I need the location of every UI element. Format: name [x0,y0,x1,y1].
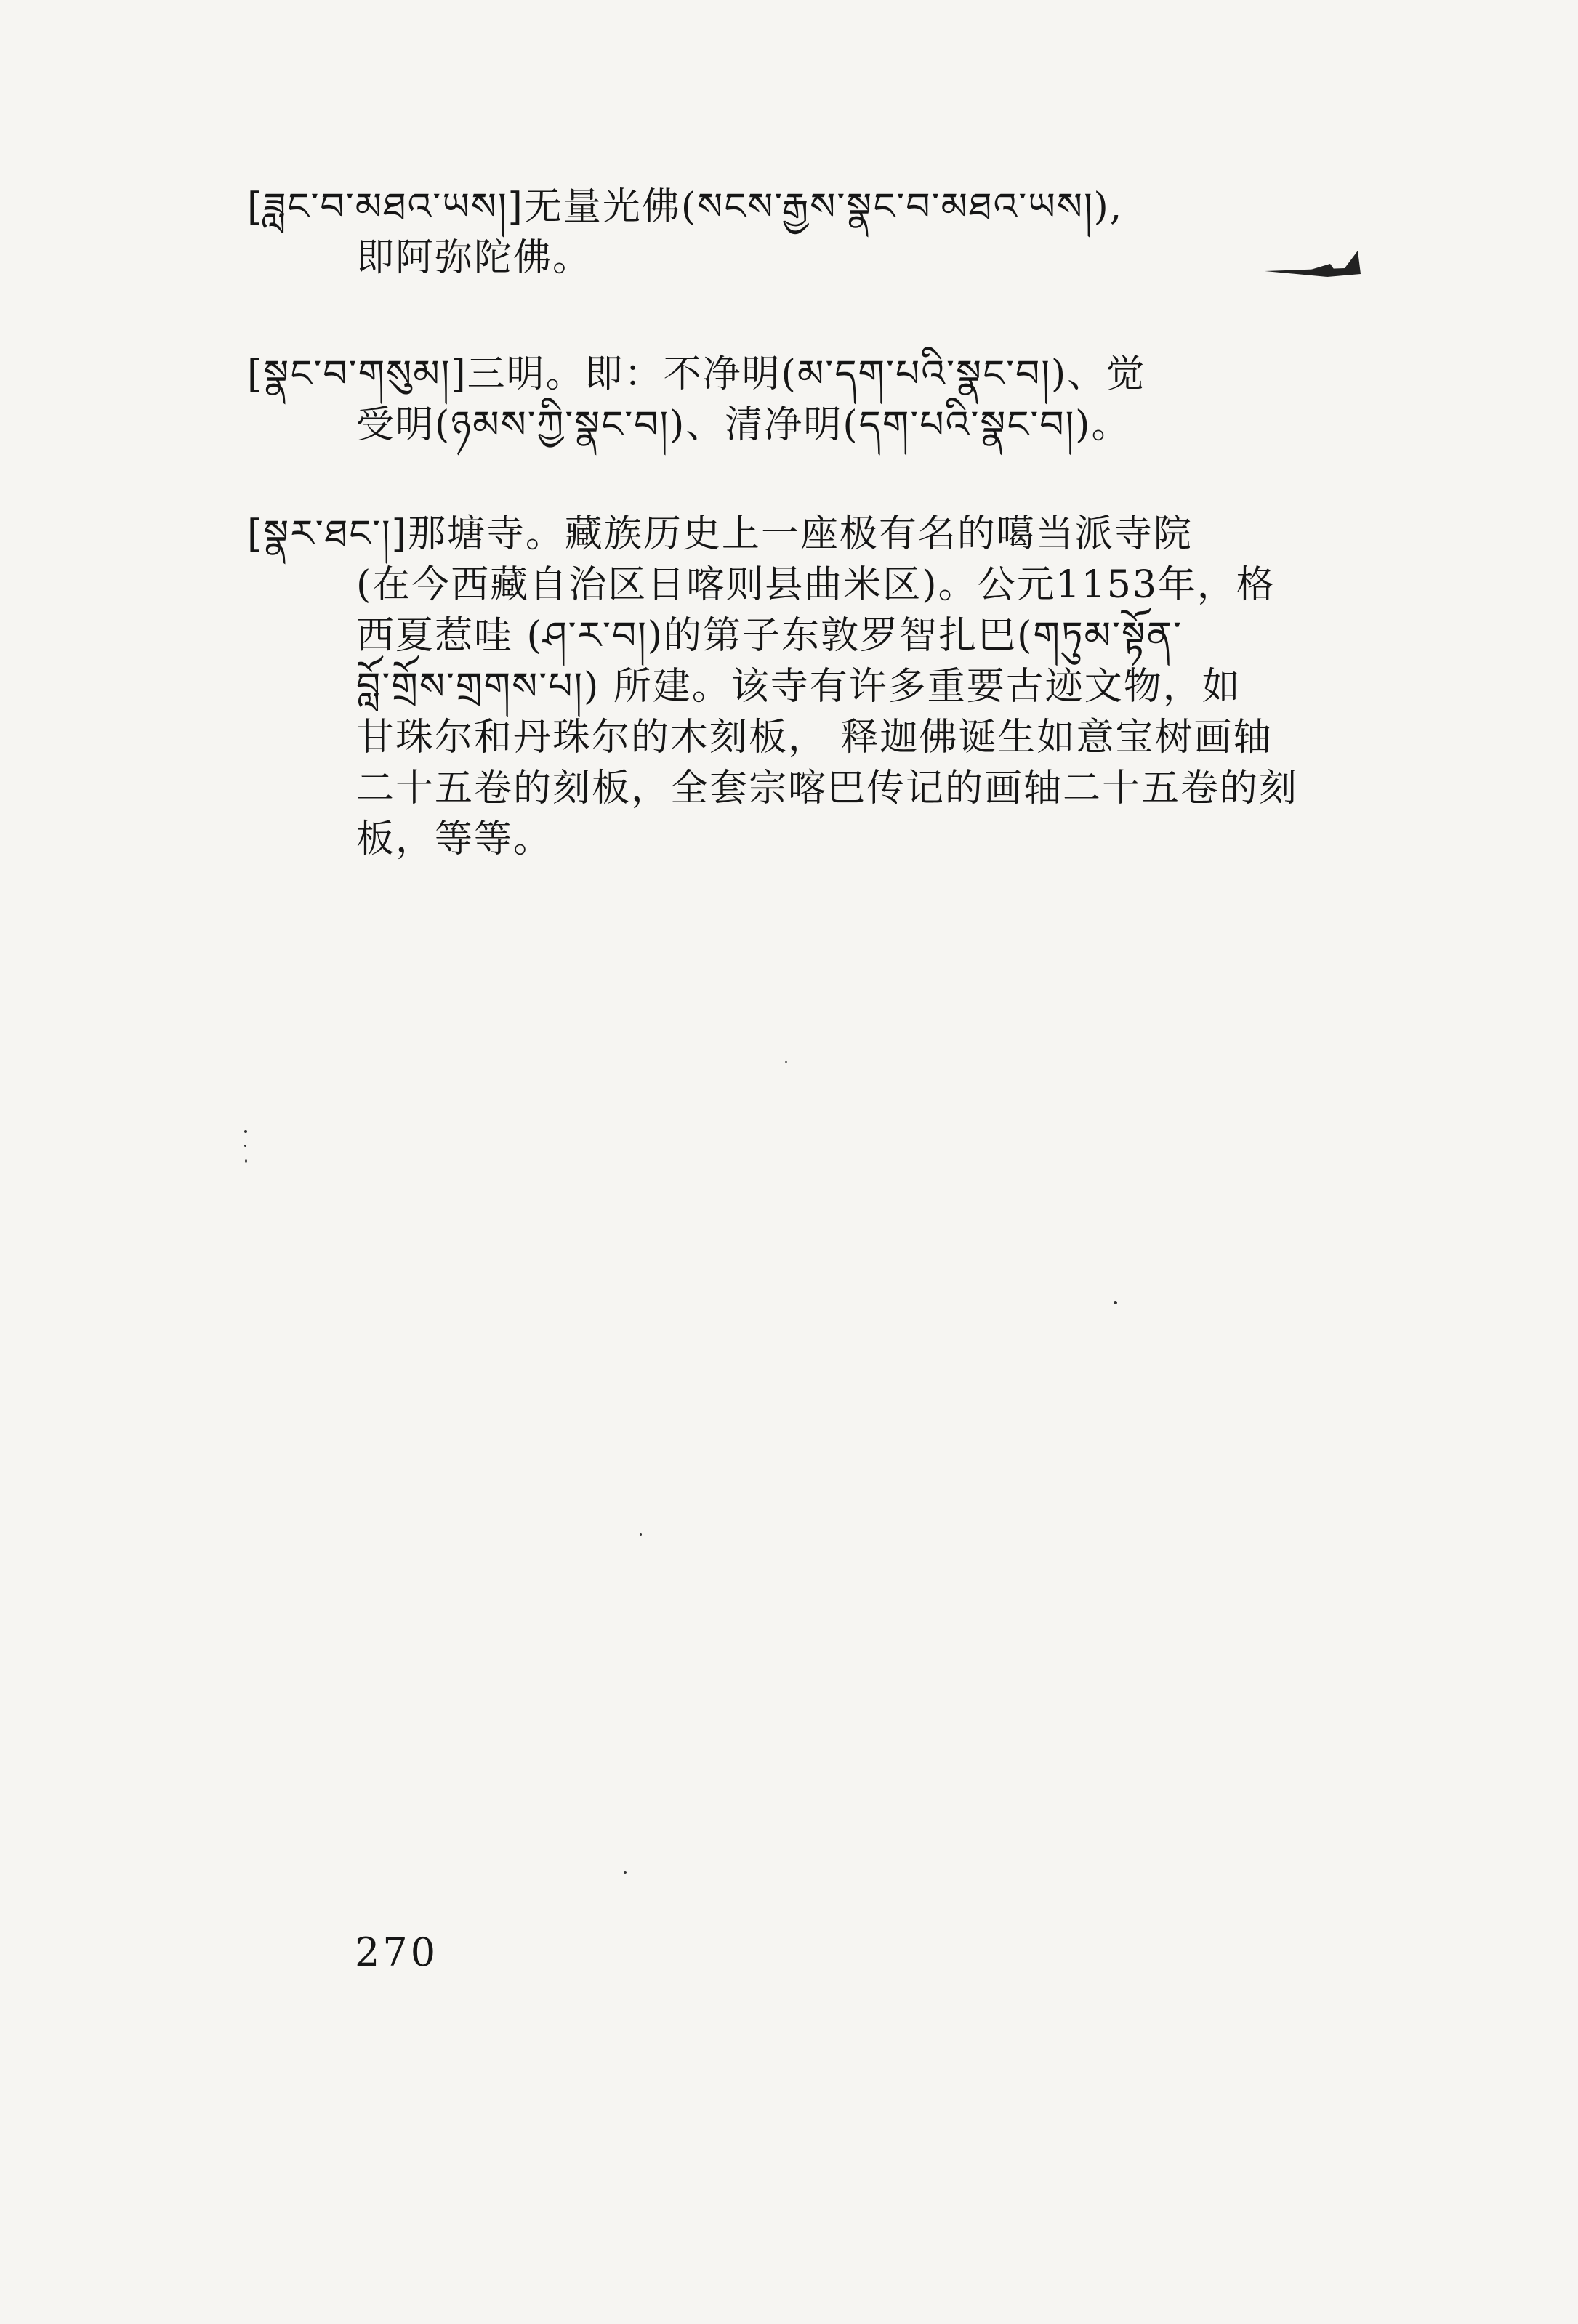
entry-text-line: 即阿弥陀佛。 [356,236,592,280]
page-number: 270 [355,1929,439,1975]
entry-text-line: 西夏惹哇 (ཤ་ར་བ།)的第子东敦罗智扎巴(གཏུམ་སྟོན་ [356,614,1183,658]
scan-speck [624,1871,627,1874]
glossary-entry [247,349,1388,451]
scan-speck [244,1145,246,1147]
entry-text-line: 受明(ཉམས་ཀྱི་སྣང་བ།)、清净明(དག་པའི་སྣང་བ།)。 [356,403,1131,447]
scan-speck [640,1533,642,1536]
glossary-entry [247,509,1388,865]
entry-text-line: 甘珠尔和丹珠尔的木刻板， 释迦佛诞生如意宝树画轴 [356,716,1273,759]
entry-headword-line: [སྣང་བ་གསུམ།]三明。即：不净明(མ་དག་པའི་སྣང་བ།)、觉 [247,352,1146,396]
glossary-entry [247,182,1388,283]
entry-text-line: (在今西藏自治区日喀则县曲米区)。公元1153年，格 [356,563,1276,607]
entry-headword-line: [སྣར་ཐང་།]那塘寺。藏族历史上一座极有名的噶当派寺院 [247,512,1193,556]
entry-text-line: 板，等等。 [356,818,553,861]
entry-text-line: བློ་གྲོས་གྲགས་པ།) 所建。该寺有许多重要古迹文物，如 [356,665,1241,709]
scan-speck [785,1061,787,1063]
scan-speck [244,1130,247,1133]
scan-speck [1114,1301,1117,1304]
scan-speck [245,1159,247,1163]
entry-text-line: 二十五卷的刻板，全套宗喀巴传记的画轴二十五卷的刻 [356,767,1299,810]
entry-headword-line: [ཟླང་བ་མཐའ་ཡས།]无量光佛(སངས་རྒྱས་སྣང་བ་མཐའ་ཡས།), [247,185,1124,229]
